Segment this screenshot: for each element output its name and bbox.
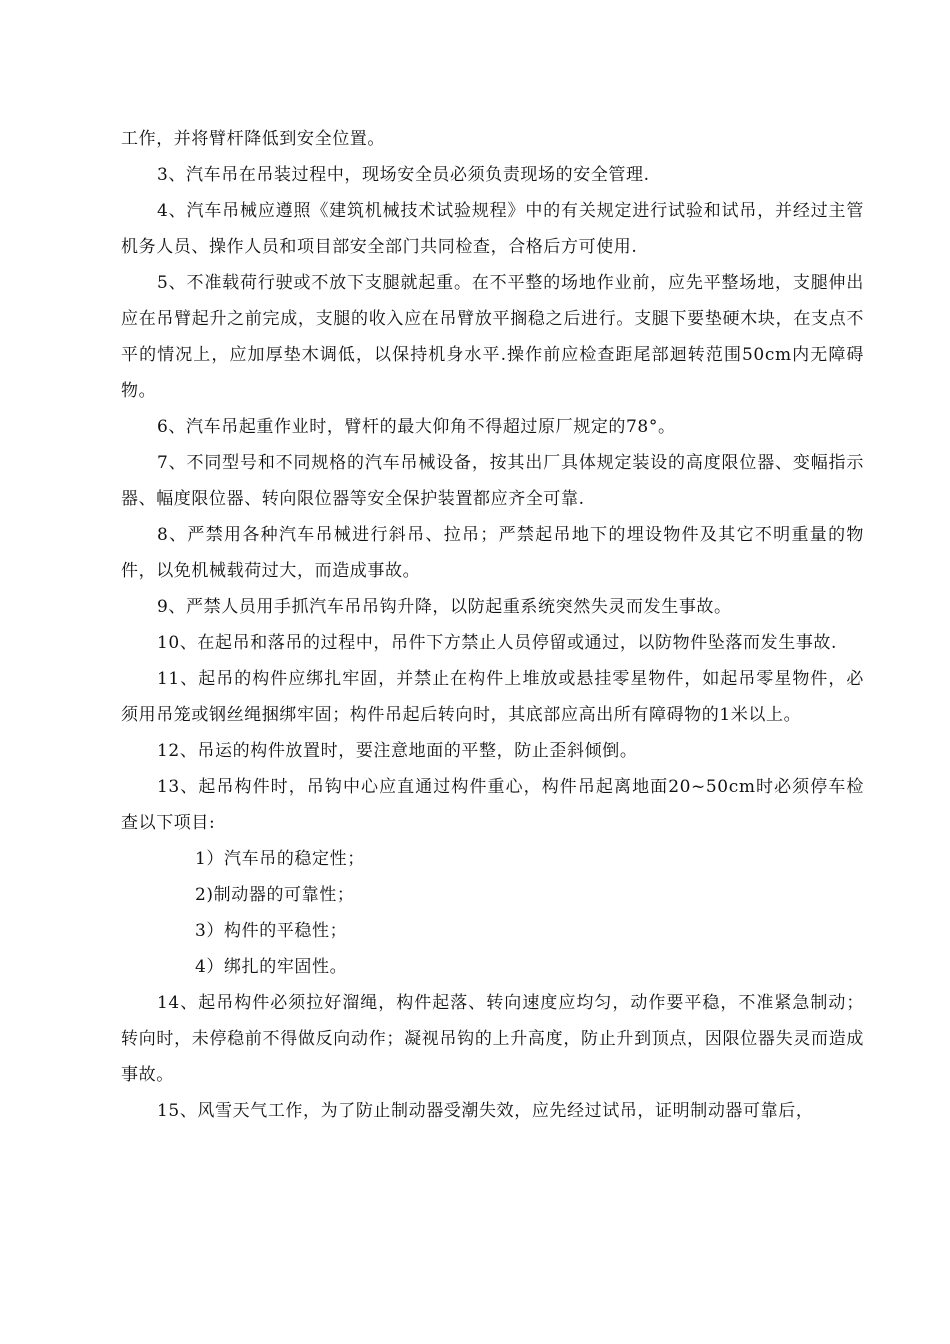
- paragraph-item-4: 4、汽车吊械应遵照《建筑机械技术试验规程》中的有关规定进行试验和试吊，并经过主管机务人员、操作人员和项目部安全部门共同检查，合格后方可使用.: [121, 201, 864, 257]
- subitem-2: 2)制动器的可靠性；: [195, 885, 355, 905]
- subitem-1: 1）汽车吊的稳定性；: [195, 849, 365, 869]
- subitem-3: 3）构件的平稳性；: [195, 921, 348, 941]
- paragraph-item-14: 14、起吊构件必须拉好溜绳，构件起落、转向速度应均匀，动作要平稳，不准紧急制动；转向时，未停稳前不得做反向动作；凝视吊钩的上升高度，防止升到顶点，因限位器失灵而造成事故。: [121, 993, 864, 1085]
- document-body: [121, 121, 864, 1129]
- paragraph-item-15: 15、风雪天气工作，为了防止制动器受潮失效，应先经过试吊，证明制动器可靠后，: [157, 1101, 814, 1121]
- paragraph-item-9: 9、严禁人员用手抓汽车吊吊钩升降，以防起重系统突然失灵而发生事故。: [157, 597, 732, 617]
- paragraph-item-13: 13、起吊构件时，吊钩中心应直通过构件重心，构件吊起离地面20~50cm时必须停车检查以下项目:: [121, 777, 864, 833]
- paragraph-item-8: 8、严禁用各种汽车吊械进行斜吊、拉吊；严禁起吊地下的埋设物件及其它不明重量的物件，以免机械载荷过大，而造成事故。: [121, 525, 864, 581]
- paragraph-item-12: 12、吊运的构件放置时，要注意地面的平整，防止歪斜倾倒。: [157, 741, 638, 761]
- paragraph-item-11: 11、起吊的构件应绑扎牢固，并禁止在构件上堆放或悬挂零星物件，如起吊零星物件，必须用吊笼或钢丝绳捆绑牢固；构件吊起后转向时，其底部应高出所有障碍物的1米以上。: [121, 669, 864, 725]
- subitem-4: 4）绑扎的牢固性。: [195, 957, 348, 977]
- paragraph-item-7: 7、不同型号和不同规格的汽车吊械设备，按其出厂具体规定装设的高度限位器、变幅指示器、幅度限位器、转向限位器等安全保护装置都应齐全可靠.: [121, 453, 864, 509]
- paragraph-item-6: 6、汽车吊起重作业时，臂杆的最大仰角不得超过原厂规定的78°。: [157, 417, 676, 437]
- paragraph-item-3: 3、汽车吊在吊装过程中，现场安全员必须负责现场的安全管理.: [157, 165, 650, 185]
- paragraph-item-10: 10、在起吊和落吊的过程中，吊件下方禁止人员停留或通过，以防物件坠落而发生事故.: [157, 633, 838, 653]
- paragraph-continuation: 工作，并将臂杆降低到安全位置。: [121, 129, 385, 149]
- paragraph-item-5: 5、不准载荷行驶或不放下支腿就起重。在不平整的场地作业前，应先平整场地，支腿伸出应在吊臂起升之前完成，支腿的收入应在吊臂放平搁稳之后进行。支腿下要垫硬木块，在支点不平的情况上，应加厚垫木调低，以保持机身水平.操作前应检查距尾部迴转范围50cm内无障碍物。: [121, 273, 864, 401]
